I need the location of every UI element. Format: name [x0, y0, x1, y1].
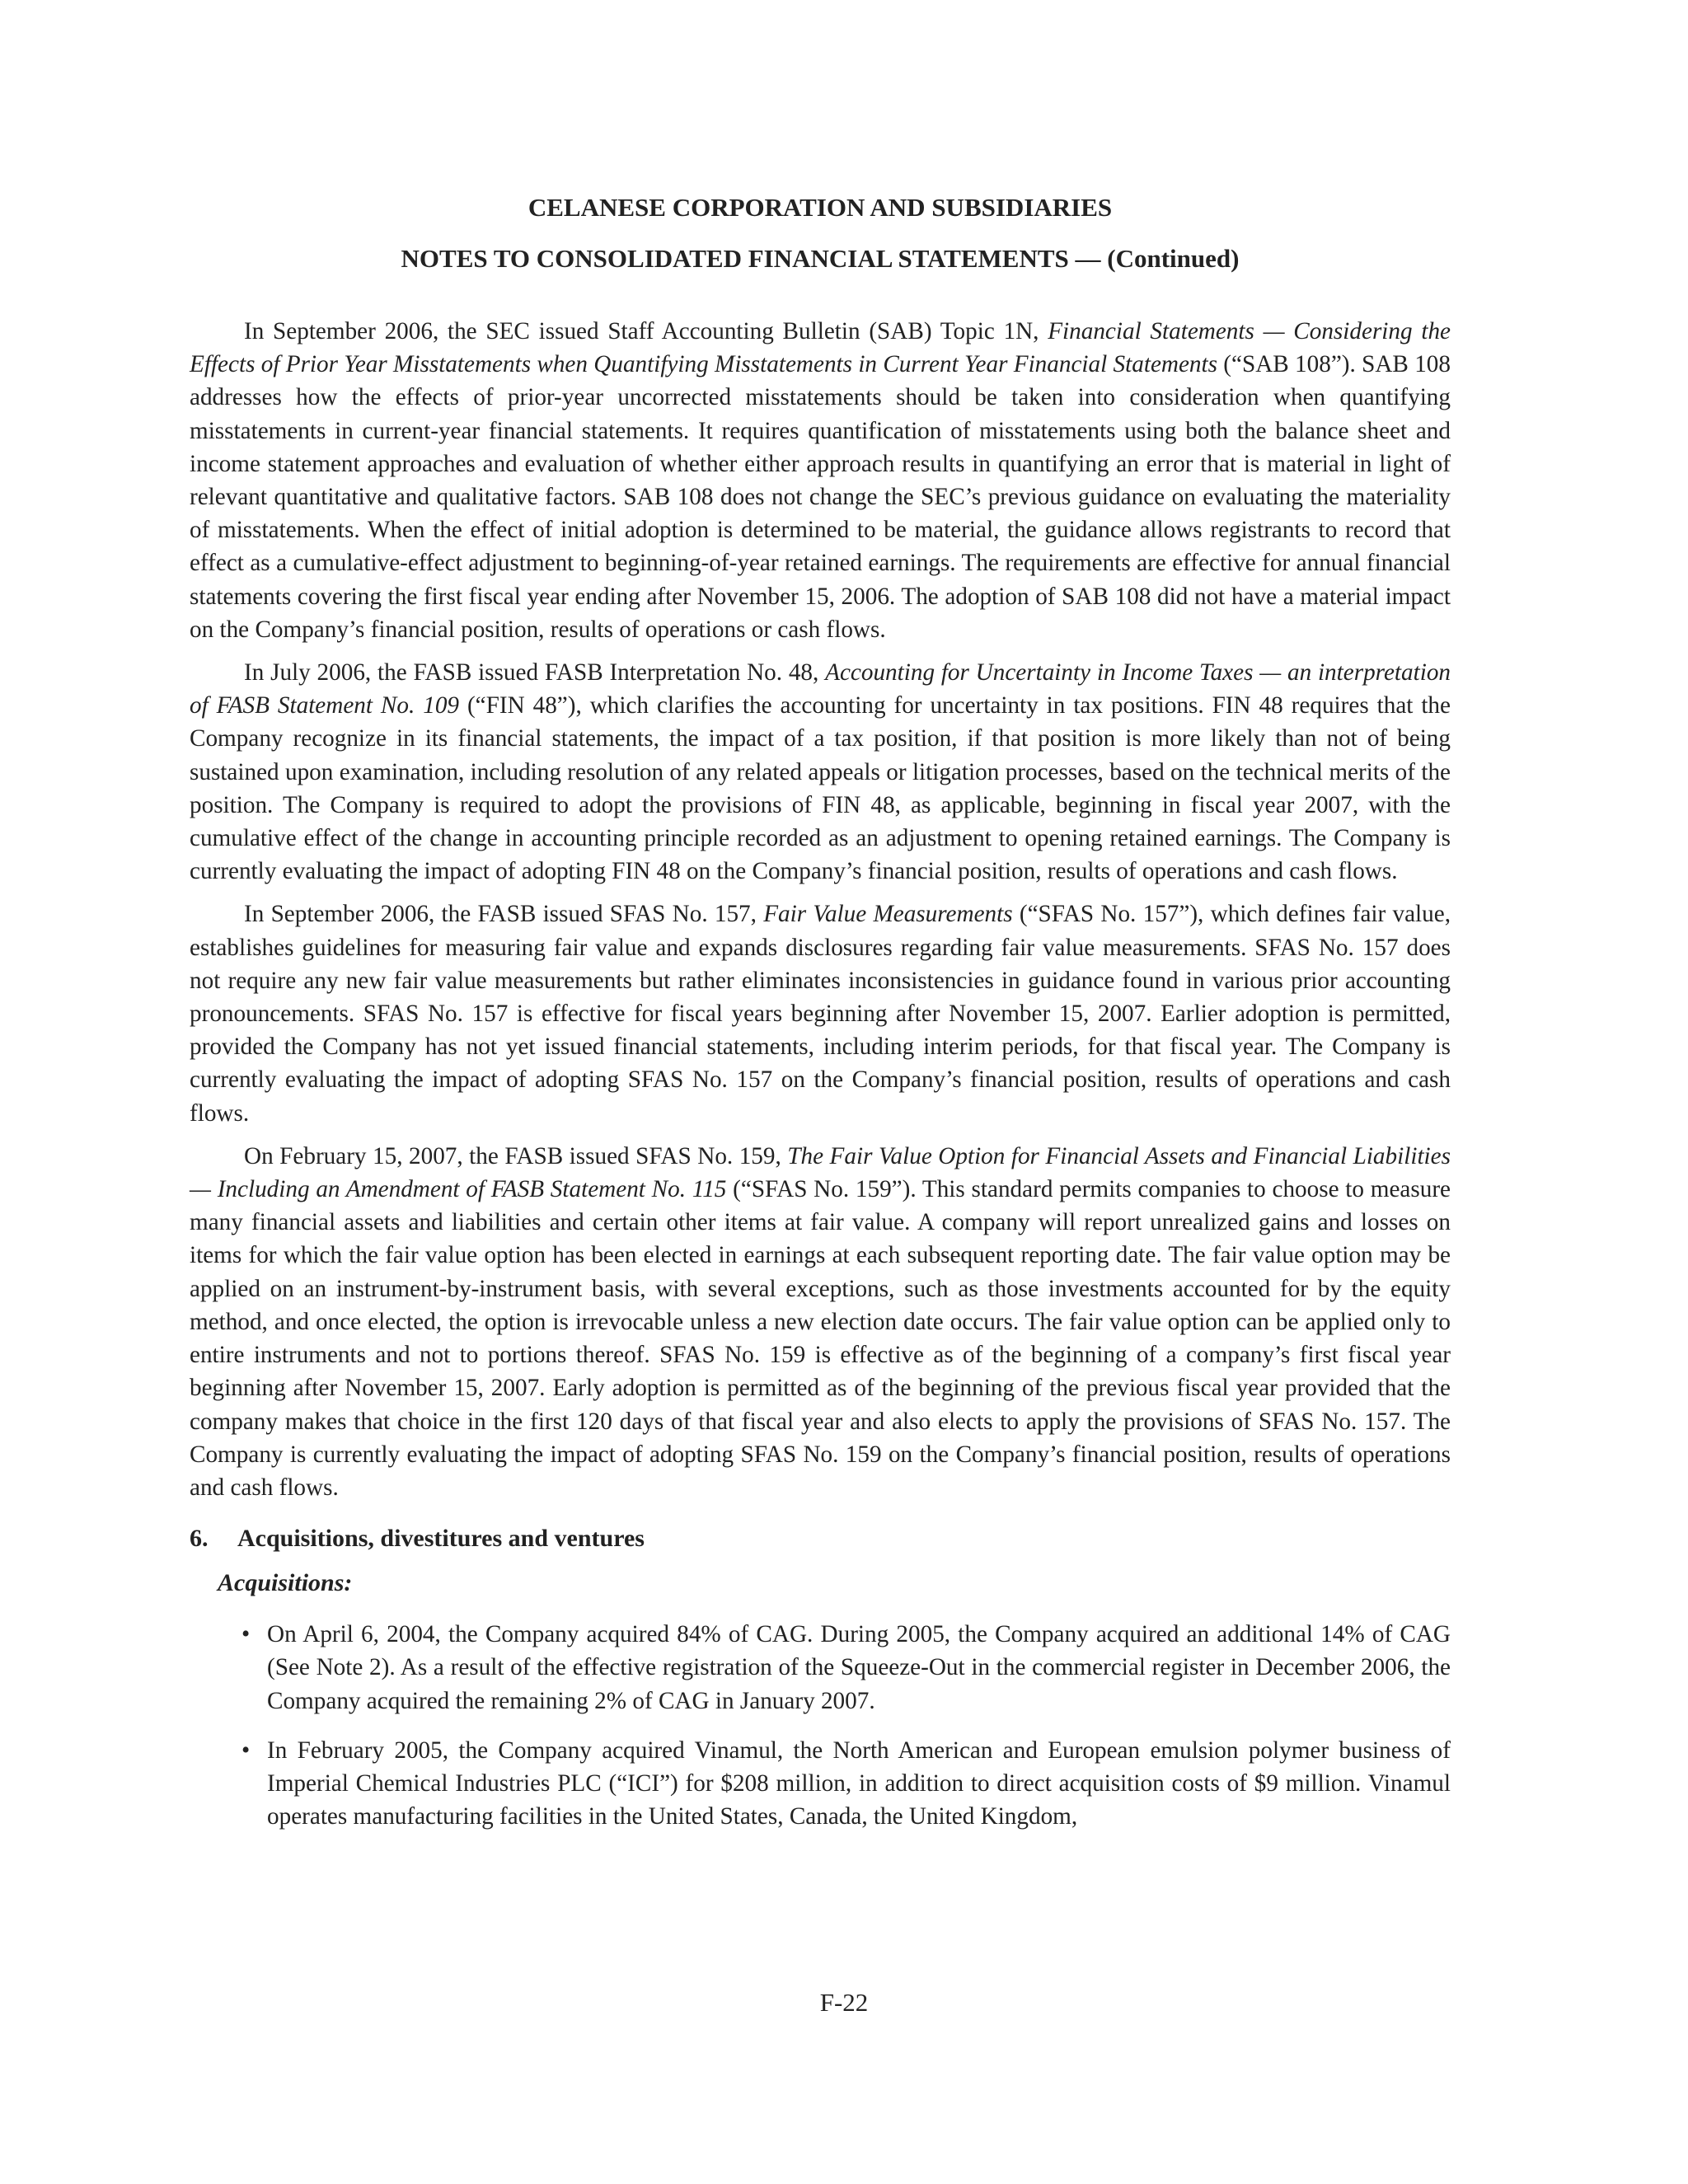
- notes-title: NOTES TO CONSOLIDATED FINANCIAL STATEMENTS — (Continued): [401, 244, 1240, 273]
- body-text: [190, 315, 1451, 1833]
- paragraph-sab-108: In September 2006, the SEC issued Staff Accounting Bulletin (SAB) Topic 1N, Financial Statements — Considering the Effects of Prior Year Misstatements when Quantifying Misstatements in Current Year Financial Statements (“SAB 108”). SAB 108 addresses how the effects of prior-year uncorrected misstatements should be taken into consideration when quantifying misstatements in current-year financial statements. It requires quantification of misstatements using both the balance sheet and income statement approaches and evaluation of whether either approach results in quantifying an error that is material in light of relevant quantitative and qualitative factors. SAB 108 does not change the SEC’s previous guidance on evaluating the materiality of misstatements. When the effect of initial adoption is determined to be material, the guidance allows registrants to record that effect as a cumulative-effect adjustment to beginning-of-year retained earnings. The requirements are effective for annual financial statements covering the first fiscal year ending after November 15, 2006. The adoption of SAB 108 did not have a material impact on the Company’s financial position, results of operations or cash flows.: [190, 318, 1451, 643]
- section-title: Acquisitions, divestitures and ventures: [237, 1525, 645, 1553]
- company-header: CELANESE CORPORATION AND SUBSIDIARIES: [528, 193, 1113, 222]
- sfas-159-title: The Fair Value Option for Financial Assets and Financial Liabilities — Including an Amendment of FASB Statement No. 115: [190, 1142, 1451, 1203]
- paragraph-sfas-159: On February 15, 2007, the FASB issued SFAS No. 159, The Fair Value Option for Financial Assets and Financial Liabilities — Including an Amendment of FASB Statement No. 115 (“SFAS No. 159”). This standard permits companies to choose to measure many financial assets and liabilities and certain other items at fair value. A company will report unrealized gains and losses on items for which the fair value option has been elected in earnings at each subsequent reporting date. The fair value option may be applied on an instrument-by-instrument basis, with several exceptions, such as those investments accounted for by the equity method, and once elected, the option is irrevocable unless a new election date occurs. The fair value option can be applied only to entire instruments and not to portions thereof. SFAS No. 159 is effective as of the beginning of a company’s first fiscal year beginning after November 15, 2007. Early adoption is permitted as of the beginning of the previous fiscal year provided that the company makes that choice in the first 120 days of that fiscal year and also elects to apply the provisions of SFAS No. 157. The Company is currently evaluating the impact of adopting SFAS No. 159 on the Company’s financial position, results of operations and cash flows.: [190, 1142, 1451, 1501]
- document-page: [190, 191, 1451, 1849]
- bullet-icon: •: [241, 1621, 251, 1648]
- fin-48-title: Accounting for Uncertainty in Income Taxes — an interpretation of FASB Statement No. 109: [190, 659, 1451, 719]
- list-item: • On April 6, 2004, the Company acquired 84% of CAG. During 2005, the Company acquired an additional 14% of CAG (See Note 2). As a result of the effective registration of the Squeeze-Out in the commercial register in December 2006, the Company acquired the remaining 2% of CAG in January 2007.: [190, 1618, 1451, 1718]
- section-heading: [190, 1522, 1451, 1555]
- acquisitions-list: [190, 1618, 1451, 1833]
- bullet-icon: •: [241, 1736, 251, 1764]
- sfas-157-title: Fair Value Measurements: [763, 901, 1013, 928]
- sab-108-title: Financial Statements — Considering the Effects of Prior Year Misstatements when Quantifying Misstatements in Current Year Financial Statements: [190, 318, 1451, 378]
- paragraph-fin-48: In July 2006, the FASB issued FASB Interpretation No. 48, Accounting for Uncertainty in Income Taxes — an interpretation of FASB Statement No. 109 (“FIN 48”), which clarifies the accounting for uncertainty in tax positions. FIN 48 requires that the Company recognize in its financial statements, the impact of a tax position, if that position is more likely than not of being sustained upon examination, including resolution of any related appeals or litigation processes, based on the technical merits of the position. The Company is required to adopt the provisions of FIN 48, as applicable, beginning in fiscal year 2007, with the cumulative effect of the change in accounting principle recorded as an adjustment to opening retained earnings. The Company is currently evaluating the impact of adopting FIN 48 on the Company’s financial position, results of operations and cash flows.: [190, 659, 1451, 885]
- paragraph-sfas-157: In September 2006, the FASB issued SFAS No. 157, Fair Value Measurements (“SFAS No. 157”), which defines fair value, establishes guidelines for measuring fair value and expands disclosures regarding fair value measurements. SFAS No. 157 does not require any new fair value measurements but rather eliminates inconsistencies in guidance found in various prior accounting pronouncements. SFAS No. 157 is effective for fiscal years beginning after November 15, 2007. Earlier adoption is permitted, provided the Company has not yet issued financial statements, including interim periods, for that fiscal year. The Company is currently evaluating the impact of adopting SFAS No. 157 on the Company’s financial position, results of operations and cash flows.: [190, 901, 1451, 1127]
- page-number: F-22: [819, 1988, 869, 2017]
- list-item: • In February 2005, the Company acquired Vinamul, the North American and European emulsion polymer business of Imperial Chemical Industries PLC (“ICI”) for $208 million, in addition to direct acquisition costs of $9 million. Vinamul operates manufacturing facilities in the United States, Canada, the United Kingdom,: [190, 1734, 1451, 1834]
- acquisitions-subheading: Acquisitions:: [218, 1569, 353, 1597]
- section-number: 6.: [190, 1525, 209, 1553]
